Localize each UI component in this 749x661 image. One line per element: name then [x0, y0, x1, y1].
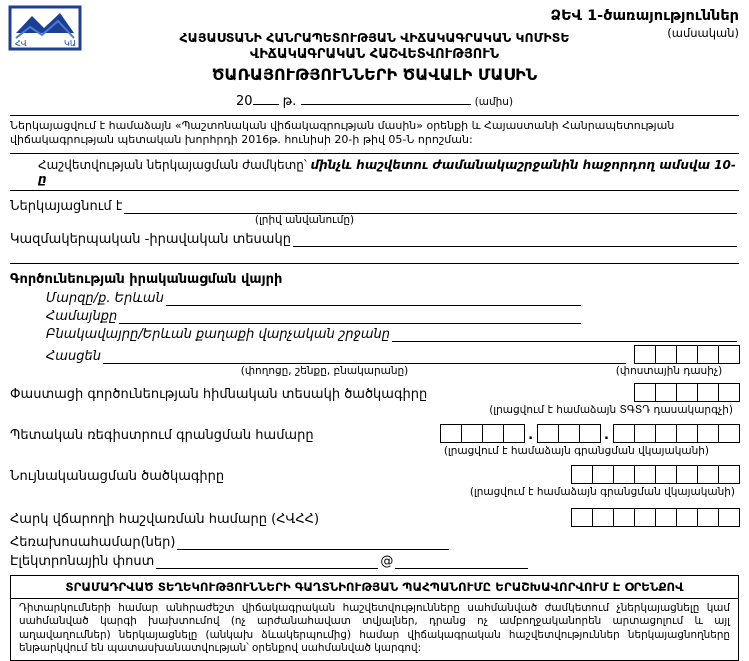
- month-caption: (ամիս): [474, 96, 514, 108]
- id-code-row: [10, 465, 739, 484]
- tin-label: Հարկ վճարողի հաշվառման համարը (ՀՎՀՀ): [10, 511, 320, 527]
- deadline-note: [10, 153, 739, 191]
- id-code-label: Նույնականացման ծածկագիրը: [10, 468, 225, 484]
- digit-cell[interactable]: [655, 345, 677, 364]
- digit-cell[interactable]: [718, 383, 740, 402]
- digit-cell[interactable]: [592, 465, 614, 484]
- form-code-block: [551, 8, 739, 40]
- deadline-value: մինչև հաշվետու ժամանակաշրջանին հաջորդող ամսվա 10-ը: [38, 157, 736, 186]
- community-row: [46, 309, 739, 324]
- digit-cell[interactable]: [697, 465, 719, 484]
- digit-cell[interactable]: [440, 424, 462, 443]
- digit-cell[interactable]: [655, 508, 677, 527]
- region-input[interactable]: [166, 291, 581, 306]
- form-periodicity: (ամսական): [667, 26, 739, 40]
- confidentiality-banner: ՏՐԱՄԱԴՐՎԱԾ ՏԵՂԵԿՈՒԹՅՈՒՆՆԵՐԻ ԳԱՂՏՆԻՈՒԹՅԱՆ ՊԱՀՊԱՆՈՒՄԸ ԵՐԱՇԽԱՎՈՐՎՈՒՄ Է ՕՐԵՆՔՈՎ: [11, 576, 738, 599]
- register-number-row: [10, 424, 739, 443]
- email-row: [10, 554, 739, 569]
- address-captions: [10, 365, 739, 377]
- presented-by-caption: (լրիվ անվանումը): [254, 213, 355, 226]
- report-kind: ՎԻՃԱԿԱԳՐԱԿԱՆ ՀԱՇՎԵՏՎՈՒԹՅՈՒՆ: [249, 47, 500, 62]
- digit-cell[interactable]: [537, 424, 559, 443]
- tin-row: [10, 508, 739, 527]
- org-legal-type-input-line2[interactable]: [10, 250, 739, 264]
- address-input[interactable]: [103, 349, 626, 364]
- activity-code-cells[interactable]: [634, 383, 739, 402]
- region-label: Մարզը/ք. Երևան: [46, 290, 164, 306]
- phone-row: [10, 535, 739, 550]
- legal-basis-text: Ներկայացվում է համաձայն «Պաշտոնական վիճակագրության մասին» օրենքի և Հայաստանի Հանրապետության վիճակագրության պետական խորհրդի 2016թ. հունիսի 20-ի թիվ 05-Ն որոշման:: [10, 119, 675, 147]
- digit-cell[interactable]: [655, 424, 677, 443]
- logo-left-text: ՀՎ: [15, 39, 27, 48]
- digit-cell[interactable]: [592, 508, 614, 527]
- group-separator: .: [604, 427, 609, 443]
- year-input[interactable]: [253, 91, 279, 105]
- activity-code-caption: (լրացվում է համաձայն ՏԳՏԴ դասակարգչի): [489, 403, 733, 416]
- digit-cell[interactable]: [718, 508, 740, 527]
- settlement-row: [46, 327, 739, 342]
- settlement-label: Բնակավայրը/Երևան քաղաքի վարչական շրջանը: [46, 326, 390, 342]
- postal-code-caption: (փոստային դասիչ): [615, 364, 723, 377]
- community-label: Համայնքը: [46, 308, 118, 324]
- id-code-caption: (լրացվում է համաձայն գրանցման վկայականի): [469, 485, 735, 498]
- register-number-caption: (լրացվում է համաձայն գրանցման վկայականի): [443, 444, 709, 457]
- group-separator: .: [528, 427, 534, 443]
- year-suffix: թ.: [282, 94, 297, 109]
- digit-cell[interactable]: [613, 424, 635, 443]
- region-row: [46, 291, 739, 306]
- digit-cell[interactable]: [718, 345, 740, 364]
- digit-cell[interactable]: [676, 465, 698, 484]
- digit-cell[interactable]: [676, 508, 698, 527]
- digit-cell[interactable]: [613, 508, 635, 527]
- tin-cells[interactable]: [571, 508, 739, 527]
- logo-right-text: ԿԱ: [64, 39, 76, 48]
- phone-input[interactable]: [177, 535, 449, 550]
- form-title: ԾԱՌԱՅՈՒԹՅՈՒՆՆԵՐԻ ԾԱՎԱԼԻ ՄԱՍԻՆ: [211, 65, 538, 84]
- digit-cell[interactable]: [558, 424, 580, 443]
- digit-cell[interactable]: [482, 424, 504, 443]
- email-domain-input[interactable]: [395, 554, 528, 569]
- form-code: ՁԵՎ 1-ծառայություններ: [550, 8, 739, 24]
- digit-cell[interactable]: [634, 383, 656, 402]
- address-label: Հասցեն: [46, 348, 101, 364]
- digit-cell[interactable]: [697, 424, 719, 443]
- digit-cell[interactable]: [571, 508, 593, 527]
- org-legal-type-row: [10, 232, 739, 247]
- email-local-input[interactable]: [156, 554, 378, 569]
- digit-cell[interactable]: [634, 424, 656, 443]
- armstat-logo-icon: [8, 5, 82, 51]
- activity-code-label: Փաստացի գործունեության հիմնական տեսակի ծածկագիրը: [10, 386, 428, 402]
- digit-cell[interactable]: [571, 465, 593, 484]
- presented-by-label: Ներկայացնում է: [10, 198, 123, 214]
- armstat-logo: [8, 5, 82, 51]
- digit-cell[interactable]: [697, 383, 719, 402]
- deadline-label: Հաշվետվության ներկայացման ժամկետը՝: [38, 157, 311, 172]
- presented-by-input[interactable]: [124, 199, 737, 214]
- id-code-cells[interactable]: [571, 465, 739, 484]
- phone-label: Հեռախոսահամար(ներ): [10, 534, 176, 550]
- digit-cell[interactable]: [676, 345, 698, 364]
- org-legal-type-label: Կազմակերպական -իրավական տեսակը: [10, 231, 291, 247]
- address-caption: (փողոցը, շենքը, բնակարանը): [240, 364, 409, 377]
- digit-cell[interactable]: [634, 465, 656, 484]
- digit-cell[interactable]: [655, 383, 677, 402]
- digit-cell[interactable]: [579, 424, 601, 443]
- presented-by-row: [10, 199, 739, 214]
- email-label: Էլեկտրոնային փոստ: [10, 553, 155, 569]
- email-at-sign: @: [380, 553, 394, 569]
- committee-name: ՀԱՅԱՍՏԱՆԻ ՀԱՆՐԱՊԵՏՈՒԹՅԱՆ ՎԻՃԱԿԱԳՐԱԿԱՆ ԿՈՄԻՏԵ: [179, 30, 570, 45]
- activity-location-heading: Գործունեության իրականացման վայրի: [10, 271, 283, 287]
- month-input[interactable]: [301, 91, 471, 105]
- year-prefix: 20: [235, 94, 253, 109]
- activity-code-row: [10, 383, 739, 402]
- digit-cell[interactable]: [634, 508, 656, 527]
- digit-cell[interactable]: [676, 424, 698, 443]
- postal-code-cells[interactable]: [634, 345, 739, 364]
- community-input[interactable]: [119, 309, 581, 324]
- digit-cell[interactable]: [655, 465, 677, 484]
- register-number-label: Պետական ռեգիստրում գրանցման համարը: [10, 427, 314, 443]
- digit-cell[interactable]: [613, 465, 635, 484]
- address-row: [46, 345, 739, 364]
- divider: [10, 115, 739, 116]
- digit-cell[interactable]: [634, 345, 656, 364]
- digit-cell[interactable]: [676, 383, 698, 402]
- digit-cell[interactable]: [697, 345, 719, 364]
- footer-box: [10, 575, 739, 661]
- digit-cell[interactable]: [718, 465, 740, 484]
- legal-note: Դիտարկումների համար անհրաժեշտ վիճակագրական հաշվետվությունները սահմանված ժամկետում չներկայացնելը կամ սահմանված կարգի խախտումով (ոչ արժանահավատ տվյալներ, դրանց ոչ ամբողջականորեն արտացոլում և այլ աղավաղումներ) ներկայացնելը (անկախ ձևակերպումից) համար վիճակագրական հաշվետվություններ ներկայացնողները ենթարկվում են պատասխանատվության՝ օրենքով սահմանված կարգով:: [19, 601, 730, 655]
- date-row: [10, 91, 739, 109]
- digit-cell[interactable]: [697, 508, 719, 527]
- register-number-cells[interactable]: [440, 424, 739, 443]
- digit-cell[interactable]: [461, 424, 483, 443]
- org-legal-type-input[interactable]: [293, 232, 737, 247]
- digit-cell[interactable]: [503, 424, 525, 443]
- digit-cell[interactable]: [718, 424, 740, 443]
- settlement-input[interactable]: [392, 327, 737, 342]
